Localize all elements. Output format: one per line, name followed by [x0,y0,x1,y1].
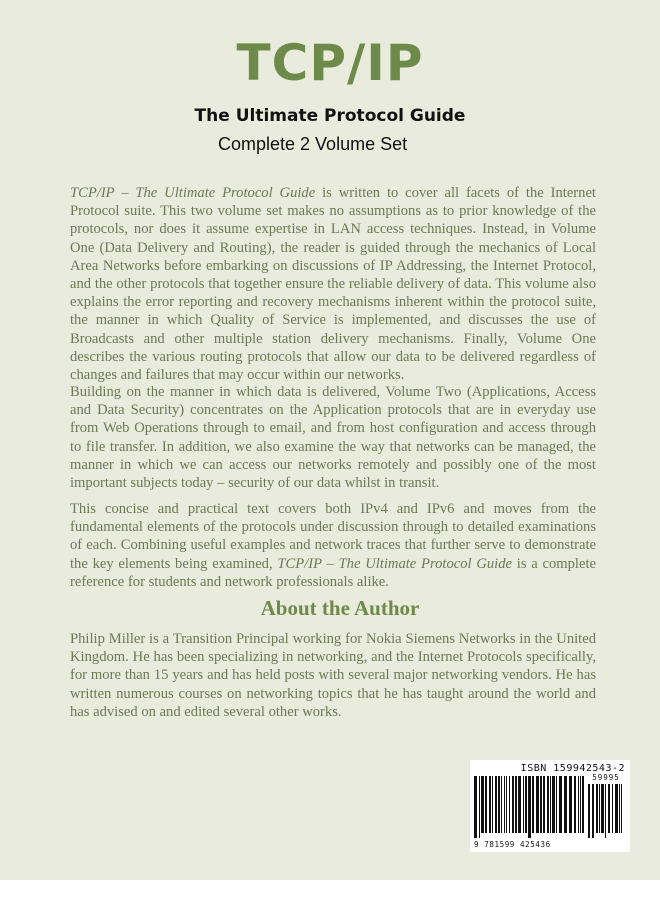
barcode-bar [515,776,517,833]
book-subtitle: The Ultimate Protocol Guide [194,106,466,126]
barcode-bar [608,784,610,833]
barcode-bar [543,776,545,833]
paragraph-text: is a complete reference for students and network professionals alike. [70,555,596,590]
book-title: TCP/IP [236,34,424,92]
paragraph-text: This concise and practical text covers both IPv4 and IPv6 and moves from the fundamental elements of the protocols under discussion through to detailed examinations of each. Combining useful examples and network traces that further serve to demonstrate the key elements being examined, [70,501,596,572]
barcode-bar [615,784,618,833]
barcode-bar [501,776,502,833]
barcode-bar [569,776,572,833]
barcode-bar [599,784,600,833]
barcode-bar [492,776,493,833]
price-code-label: 59995 [592,773,620,782]
barcode-bar [621,784,622,833]
barcode-bar [536,776,539,833]
barcode-bar [474,776,477,838]
barcode-bar [481,776,484,833]
barcode-bar [582,776,584,833]
barcode-bar [612,784,613,833]
price-barcode-bars [588,784,624,838]
barcode-bar [580,776,581,833]
ean-barcode-bars [474,776,586,838]
barcode-bar [504,776,505,833]
barcode-bar [552,776,555,833]
barcode-bar [578,776,579,833]
barcode-bar [596,784,598,833]
isbn-barcode [470,760,630,852]
barcode-bar [601,784,604,833]
about-author-heading: About the Author [260,596,420,620]
barcode-bar [512,776,514,833]
isbn-label: ISBN 159942543-2 [520,763,625,774]
paragraph-text: is written to cover all facets of the Internet Protocol suite. This two volume set makes no assumptions as to prior knowledge of the protocols, nor does it assume expertise in LAN access techniques. Instead, in Volume One (Data Delivery and Routing), the reader is guided through the mechanics of Local Area Networks before embarking on discussions of IP Addressing, the Internet Protocol, and the other protocols that together ensure the reliable delivery of data. This volume also explains the error reporting and recovery mechanisms inherent within the protocol suite, the manner in which Quality of Service is implemented, and discusses the use of Broadcasts and other multiple station delivery mechanisms. Finally, Volume One describes the various routing protocols that allow our data to be delivered regardless of changes and failures that may occur within our networks. [70,185,596,384]
barcode-bar [605,784,606,838]
barcode-bar [574,776,576,833]
barcode-bar [506,776,507,833]
barcode-bar [485,776,487,833]
barcode-bar [523,776,524,833]
barcode-bar [525,776,527,833]
description-paragraph-1 [70,184,596,384]
barcode-bar [564,776,567,833]
barcode-bar [540,776,542,833]
barcode-bar [619,784,620,833]
description-paragraph-2: Building on the manner in which data is delivered, Volume Two (Applications, Access and Data Security) concentrates on the Application protocols that are in everyday use from Web Operations through to email, and from host configuration and access through to file transfer. In addition, we also examine the way that networks can be managed, the manner in which we can access our networks remotely and possibly one of the most important subjects today – security of our data whilst in transit. [70,384,596,492]
barcode-bar [498,776,500,833]
volume-set-line: Complete 2 Volume Set [218,134,408,154]
barcode-bar [550,776,551,833]
barcode-bar [509,776,510,833]
barcode-bar [495,776,497,833]
barcode-bar [489,776,491,833]
barcode-bar [588,784,590,838]
title-italic: TCP/IP – The Ultimate Protocol Guide [70,185,316,201]
barcode-bar [532,776,534,833]
barcode-bar [556,776,557,833]
ean-number-label: 9 781599 425436 [474,840,551,849]
barcode-bar [547,776,549,833]
barcode-bar [479,776,480,838]
barcode-bar [518,776,521,833]
barcode-bar [528,776,531,838]
barcode-bar [592,784,594,838]
description-paragraph-3 [70,500,596,591]
author-bio: Philip Miller is a Transition Principal working for Nokia Siemens Networks in the United Kingdom. He has been specializing in networking, and the Internet Protocols specifically, for more than 15 years and has held posts with several major networking vendors. He has written numerous courses on networking topics that he has taught around the world and has advised on and edited several other works. [70,631,596,720]
barcode-bar [559,776,562,833]
title-italic: TCP/IP – The Ultimate Protocol Guide [277,555,512,572]
